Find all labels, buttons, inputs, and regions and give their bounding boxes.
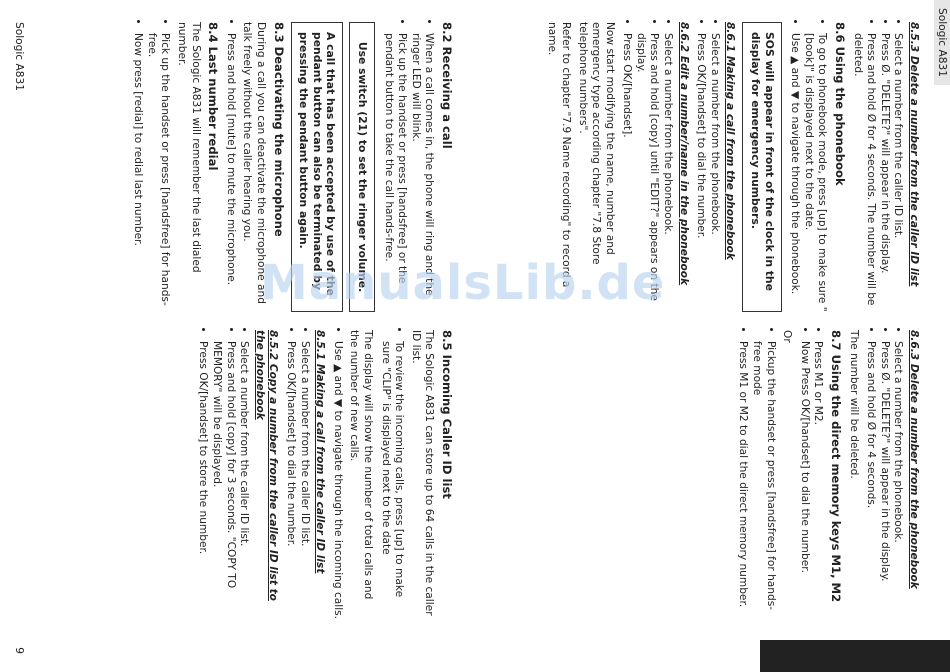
list-item: • Select a number from the phonebook.: [891, 341, 905, 620]
heading-8-2: 8.2 Receiving a call: [440, 22, 454, 149]
heading-8-5: 8.5 Incoming Caller ID list: [440, 330, 454, 499]
list-item: • Press and hold Ø for 4 seconds.: [864, 341, 878, 620]
list-item: • Select a number from the caller ID list.: [237, 341, 251, 620]
list-item: • Use ▲ and ▼ to navigate through the phonebook.: [788, 33, 802, 312]
subheading-8-6-1: 8.6.1 Making a call from the phonebook: [724, 22, 737, 260]
heading-8-7: 8.7 Using the direct memory keys M1, M2: [829, 330, 844, 603]
list-item: • Press OK/[handset] to dial the number.: [283, 341, 297, 620]
note-box-pendant: A call that has been accepted by use of the pendant button can also be terminated by pressing the pendant button again.: [291, 22, 344, 312]
list-8-4: [131, 22, 172, 312]
list-item: • Press M1 or M2 to dial the direct memory number.: [736, 341, 750, 620]
paragraph-8-5: The Sologic A831 can store up to 64 calls in the caller ID list.: [409, 330, 436, 616]
page9-column-right: [192, 330, 457, 620]
list-item: • Press OK/[handset].: [620, 33, 634, 312]
paragraph-8-6-2b: Refer to chapter "7.9 Name recording" to record a name.: [546, 22, 572, 288]
paragraph-8-6-3: The number will be deleted.: [847, 330, 860, 479]
subheading-8-5-1: 8.5.1 Making a call from the caller ID list: [314, 330, 327, 574]
list-item: • Select a number from the phonebook.: [661, 33, 675, 312]
list-item: • Press Ø. "DELETE?" will appear in the display.: [877, 341, 891, 620]
subheading-8-6-3: 8.6.3 Delete a number from the phonebook: [908, 330, 920, 589]
subheading-8-6-2: 8.6.2 Edit a number/name in the phonebook: [677, 22, 690, 286]
page-header-brand: Sologic A831: [934, 0, 950, 85]
list-8-7a: [797, 330, 824, 620]
note-box-ringer: Use switch (21) to set the ringer volume.: [349, 22, 375, 312]
page-divider: [475, 0, 476, 672]
note-box-sos: SOS will appear in front of the clock in the display for emergency numbers.: [742, 22, 781, 312]
watermark: ManualsLib.de: [260, 255, 666, 311]
heading-8-3: 8.3 Deactivating the microphone: [271, 22, 286, 237]
heading-8-6: 8.6 Using the phonebook: [833, 22, 848, 186]
list-item: • Select a number from the caller ID list.: [891, 33, 905, 312]
list-8-6: [788, 22, 829, 312]
list-item: • Now Press OK/[handset] to dial the number.: [797, 341, 811, 620]
list-item: • Select a number from the caller ID list.: [297, 341, 311, 620]
page-footer-brand: Sologic A831: [13, 22, 25, 91]
paragraph-8-5b: The display will show the number of total calls and the number of new calls.: [348, 330, 375, 600]
list-8-5-2: [196, 330, 250, 620]
manual-page-10: [480, 0, 950, 672]
list-item: • Pick up the handset or press [handsfree] for hands-free.: [144, 33, 171, 312]
list-item: • When a call comes in, the phone will ring and the ringer LED will blink.: [408, 33, 435, 312]
list-item: • To review the incoming calls, press [up] to make sure "CLIP" is displayed next to the date: [378, 341, 405, 620]
list-item: • Pick up the handset or press [handsfree] or the pendant button to take the call hands-free.: [381, 33, 408, 312]
list-item: • To go to phonebook mode, press [up] to make sure "[book]" is displayed next to the date.: [801, 33, 828, 312]
paragraph-8-3: During a call you can deactivate the microphone and talk freely without the caller hearing you.: [241, 22, 268, 304]
list-item: • Press and hold [mute] to mute the microphone.: [223, 33, 237, 312]
subheading-8-5-3: 8.5.3 Delete a number from the caller ID list: [908, 22, 920, 287]
list-8-3: [223, 22, 237, 312]
list-item: • Press and hold [copy] for 3 seconds. "COPY TO MEMORY" will be displayed.: [210, 341, 237, 620]
list-item: • Press Ø. "DELETE?" will appear in the display.: [877, 33, 891, 312]
list-item: • Press OK/[handset] to dial the number.: [694, 33, 708, 312]
list-item: • Press and hold [copy] until "EDIT?" appears on the display.: [633, 33, 660, 312]
paragraph-8-4: The Sologic A831 will remember the last dialed number.: [176, 22, 202, 273]
manual-page-9: [5, 0, 475, 672]
list-8-5a: [378, 330, 405, 620]
list-8-6-1: [694, 22, 721, 312]
list-item: • Pickup the handset or press [handsfree] for hands-free mode: [749, 341, 776, 620]
chapter-tab-strip: [760, 640, 950, 672]
list-8-7b: [736, 330, 777, 620]
page10-column-right: [732, 330, 924, 620]
list-8-5-3: [850, 22, 904, 312]
list-item: • Press and hold Ø for 4 seconds. The number will be deleted.: [850, 33, 877, 312]
list-item: • Use ▲ and ▼ to navigate through the incoming calls.: [330, 341, 344, 620]
list-8-5-1: [283, 330, 310, 620]
subheading-8-5-2: 8.5.2 Copy a number from the caller ID list to the phonebook: [253, 330, 280, 601]
list-8-6-3: [864, 330, 905, 620]
page-number: 9: [13, 647, 25, 654]
heading-8-4: 8.4 Last number redial: [206, 22, 221, 171]
list-item: • Select a number from the phonebook.: [707, 33, 721, 312]
list-item: • Now press [redial] to redial last number.: [131, 33, 145, 312]
list-8-5b: [330, 330, 344, 620]
list-item: • Press M1 or M2.: [811, 341, 825, 620]
list-item: • Press OK/[handset] to store the number.: [196, 341, 210, 620]
or-label: Or: [781, 330, 794, 343]
paragraph-8-6-2: Now start modifying the name, number and emergency type according chapter "7.8 Store telephone numbers".: [576, 22, 616, 265]
